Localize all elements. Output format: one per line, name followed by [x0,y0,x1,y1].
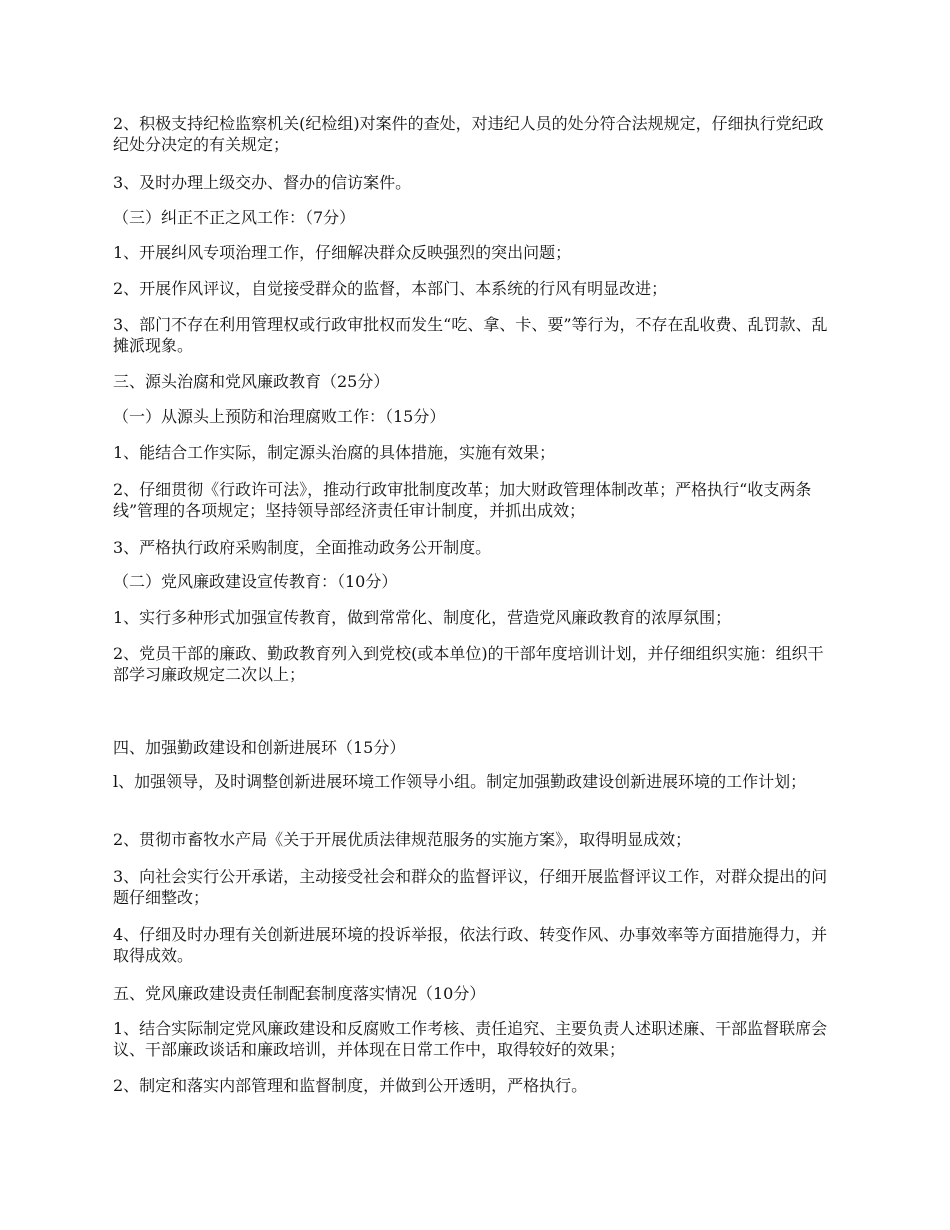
heading-publicity-education: （二）党风廉政建设宣传教育：（10分） [113,572,398,591]
heading-correct-unhealthy-trends: （三）纠正不正之风工作：（7分） [113,208,356,227]
paragraph-education-forms: 1、实行多种形式加强宣传教育，做到常常化、制度化，营造党风廉政教育的浓厚氛围； [113,608,732,627]
paragraph-style-evaluation: 2、开展作风评议，自觉接受群众的监督，本部门、本系统的行风有明显改进； [113,279,668,298]
paragraph-strengthen-leadership: l、加强领导，及时调整创新进展环境工作领导小组。制定加强勤政建设创新进展环境的工作计划； [113,772,807,791]
heading-section-five: 五、党风廉政建设责任制配套制度落实情况（10分） [113,984,486,1003]
paragraph-concrete-measures: 1、能结合工作实际，制定源头治腐的具体措施，实施有效果； [113,443,556,462]
paragraph-cadre-training: 2、党员干部的廉政、勤政教育列入到党校(或本单位)的干部年度培训计划，并仔细组织实施：组织干部学习廉政规定二次以上； [113,644,824,684]
paragraph-no-abuse-of-power: 3、部门不存在利用管理权或行政审批权而发生“吃、拿、卡、要”等行为，不存在乱收费、乱罚款、乱摊派现象。 [113,315,828,355]
paragraph-public-commitment: 3、向社会实行公开承诺，主动接受社会和群众的监督评议，仔细开展监督评议工作，对群众提出的问题仔细整改； [113,867,828,907]
paragraph-internal-management: 2、制定和落实内部管理和监督制度，并做到公开透明，严格执行。 [113,1076,588,1095]
paragraph-petition-cases: 3、及时办理上级交办、督办的信访案件。 [113,173,412,192]
paragraph-complaint-handling: 4、仔细及时办理有关创新进展环境的投诉举报，依法行政、转变作风、办事效率等方面措施得力，并取得成效。 [113,925,828,965]
paragraph-assessment-system: 1、结合实际制定党风廉政建设和反腐败工作考核、责任追究、主要负责人述职述廉、干部监督联席会议、干部廉政谈话和廉政培训，并体现在日常工作中，取得较好的效果； [113,1019,828,1059]
heading-section-four: 四、加强勤政建设和创新进展环（15分） [113,738,406,757]
paragraph-implementation-plan: 2、贯彻市畜牧水产局《关于开展优质法律规范服务的实施方案》，取得明显成效； [113,830,692,849]
paragraph-discipline-support: 2、积极支持纪检监察机关(纪检组)对案件的查处，对违纪人员的处分符合法规规定，仔细执行党纪政纪处分决定的有关规定； [113,114,824,154]
heading-prevent-corruption: （一）从源头上预防和治理腐败工作：（15分） [113,407,446,426]
paragraph-administrative-licensing: 2、仔细贯彻《行政许可法》，推动行政审批制度改革；加大财政管理体制改革；严格执行“收支两条线”管理的各项规定；坚持领导部经济责任审计制度，并抓出成效； [113,480,812,520]
paragraph-government-procurement: 3、严格执行政府采购制度，全面推动政务公开制度。 [113,538,492,557]
paragraph-special-rectification: 1、开展纠风专项治理工作，仔细解决群众反映强烈的突出问题； [113,243,572,262]
heading-section-three: 三、源头治腐和党风廉政教育（25分） [113,372,390,391]
